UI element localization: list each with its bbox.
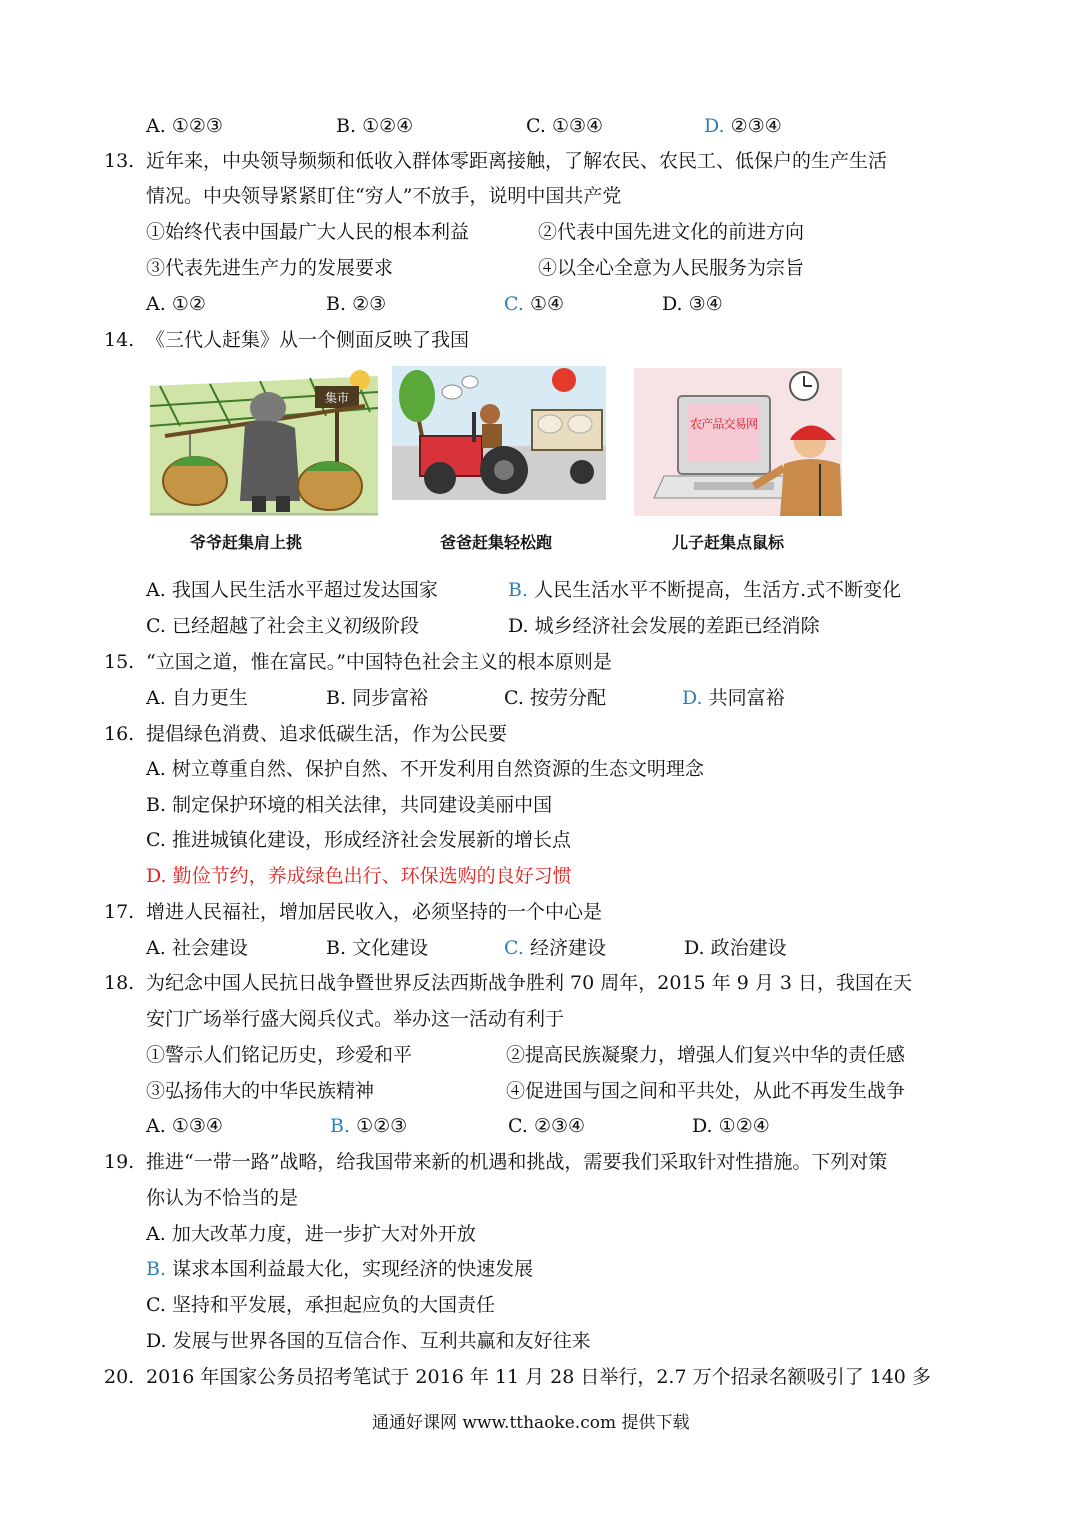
- q18-stem-line1: 为纪念中国人民抗日战争暨世界反法西斯战争胜利 70 周年，2015 年 9 月 3 日，我国在天: [146, 972, 912, 994]
- q19-stem-line2: 你认为不恰当的是: [146, 1187, 299, 1209]
- q13-item-3: ③代表先进生产力的发展要求: [146, 257, 394, 279]
- market-sign-text: 集市: [324, 391, 350, 405]
- q19-option-a: A. 加大改革力度，进一步扩大对外开放: [146, 1223, 476, 1245]
- q12-option-a: A. ①②③: [146, 115, 223, 137]
- q14-number: 14.: [104, 329, 135, 351]
- cartoon-caption-2: 爸爸赶集轻松跑: [440, 533, 553, 552]
- q16-option-a: A. 树立尊重自然、保护自然、不开发利用自然资源的生态文明理念: [146, 758, 704, 780]
- cartoon-caption-3: 儿子赶集点鼠标: [672, 533, 785, 552]
- q15-number: 15.: [104, 651, 135, 673]
- q17-stem: 增进人民福社，增加居民收入，必须坚持的一个中心是: [146, 901, 603, 923]
- cartoon-caption-1: 爷爷赶集肩上挑: [190, 533, 303, 552]
- page-footer: 通通好课网 www.tthaoke.com 提供下载: [372, 1413, 690, 1433]
- q14-option-a: A. 我国人民生活水平超过发达国家: [146, 579, 438, 601]
- q19-option-c: C. 坚持和平发展，承担起应负的大国责任: [146, 1294, 495, 1316]
- q15-option-b: B. 同步富裕: [326, 687, 429, 709]
- q15-option-c: C. 按劳分配: [504, 687, 606, 709]
- q19-stem-line1: 推进“一带一路”战略，给我国带来新的机遇和挑战，需要我们采取针对性措施。下列对策: [146, 1151, 888, 1173]
- q16-option-b: B. 制定保护环境的相关法律，共同建设美丽中国: [146, 794, 553, 816]
- q17-option-d: D. 政治建设: [684, 937, 787, 959]
- q18-stem-line2: 安门广场举行盛大阅兵仪式。举办这一活动有利于: [146, 1008, 565, 1030]
- q13-number: 13.: [104, 150, 135, 172]
- q18-item-1: ①警示人们铭记历史，珍爱和平: [146, 1044, 413, 1066]
- q15-stem: “立国之道，惟在富民。”中国特色社会主义的根本原则是: [146, 651, 612, 673]
- q20-number: 20.: [104, 1366, 135, 1388]
- q20-stem-line1: 2016 年国家公务员招考笔试于 2016 年 11 月 28 日举行，2.7 万个招录名额吸引了 140 多: [146, 1366, 931, 1388]
- q13-option-b: B. ②③: [326, 293, 387, 315]
- q14-option-b: B. 人民生活水平不断提高，生活方.式不断变化: [508, 579, 902, 601]
- q15-option-d: D. 共同富裕: [682, 687, 785, 709]
- q14-stem: 《三代人赶集》从一个侧面反映了我国: [146, 329, 470, 351]
- q16-option-d: D. 勤俭节约，养成绿色出行、环保选购的良好习惯: [146, 865, 572, 887]
- q19-option-b: B. 谋求本国利益最大化，实现经济的快速发展: [146, 1258, 534, 1280]
- q17-option-c: C. 经济建设: [504, 937, 606, 959]
- q19-number: 19.: [104, 1151, 135, 1173]
- q13-stem-line2: 情况。中央领导紧紧盯住“穷人”不放手，说明中国共产党: [146, 185, 622, 207]
- q18-item-3: ③弘扬伟大的中华民族精神: [146, 1080, 375, 1102]
- cartoon-father-image: [392, 366, 606, 500]
- q13-item-4: ④以全心全意为人民服务为宗旨: [538, 257, 805, 279]
- q13-item-2: ②代表中国先进文化的前进方向: [538, 221, 805, 243]
- q17-number: 17.: [104, 901, 135, 923]
- q16-stem: 提倡绿色消费、追求低碳生活，作为公民要: [146, 723, 508, 745]
- q12-option-d: D. ②③④: [704, 115, 782, 137]
- q18-option-b: B. ①②③: [330, 1115, 408, 1137]
- q13-stem-line1: 近年来，中央领导频频和低收入群体零距离接触，了解农民、农民工、低保户的生产生活: [146, 150, 888, 172]
- q17-option-b: B. 文化建设: [326, 937, 429, 959]
- screen-sign-text: 农产品交易网: [690, 417, 758, 431]
- q13-option-a: A. ①②: [146, 293, 206, 315]
- q13-option-c: C. ①④: [504, 293, 565, 315]
- q18-number: 18.: [104, 972, 135, 994]
- q12-option-b: B. ①②④: [336, 115, 414, 137]
- cartoon-son-image: [634, 368, 842, 516]
- q12-option-c: C. ①③④: [526, 115, 604, 137]
- q18-option-c: C. ②③④: [508, 1115, 586, 1137]
- q13-option-d: D. ③④: [662, 293, 723, 315]
- q18-item-4: ④促进国与国之间和平共处，从此不再发生战争: [506, 1080, 906, 1102]
- q14-option-c: C. 已经超越了社会主义初级阶段: [146, 615, 419, 637]
- cartoon-grandfather-image: [150, 366, 378, 516]
- q16-number: 16.: [104, 723, 135, 745]
- q15-option-a: A. 自力更生: [146, 687, 248, 709]
- q18-option-a: A. ①③④: [146, 1115, 223, 1137]
- q19-option-d: D. 发展与世界各国的互信合作、互利共赢和友好往来: [146, 1330, 591, 1352]
- q17-option-a: A. 社会建设: [146, 937, 248, 959]
- q14-option-d: D. 城乡经济社会发展的差距已经消除: [508, 615, 820, 637]
- q18-option-d: D. ①②④: [692, 1115, 770, 1137]
- q16-option-c: C. 推进城镇化建设，形成经济社会发展新的增长点: [146, 829, 571, 851]
- q13-item-1: ①始终代表中国最广大人民的根本利益: [146, 221, 470, 243]
- q18-item-2: ②提高民族凝聚力，增强人们复兴中华的责任感: [506, 1044, 906, 1066]
